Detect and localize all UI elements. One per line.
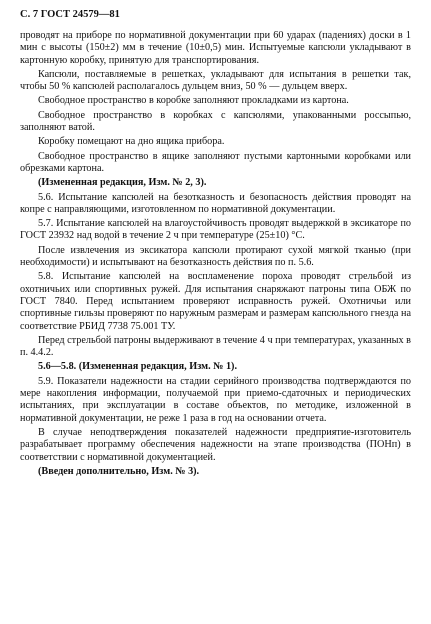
paragraph: 5.7. Испытание капсюлей на влагоустойчивость проводят выдержкой в эксикаторе по ГОСТ 23932 над водой в течение 2 ч при температуре (25±10) °С. <box>20 218 411 242</box>
paragraph: проводят на приборе по нормативной документации при 60 ударах (падениях) доски в 1 мин с высоты (150±2) мм в течение (10±0,5) мин. Испытуемые капсюли укладывают в картонную коробку, принятую для транспортирования. <box>20 30 411 66</box>
document-body <box>20 30 411 480</box>
paragraph: Свободное пространство в ящике заполняют пустыми картонными коробками или обрезками картона. <box>20 150 411 174</box>
paragraph: (Введен дополнительно, Изм. № 3). <box>38 465 200 477</box>
paragraph: После извлечения из эксикатора капсюли протирают сухой мягкой тканью (при необходимости) и испытывают на безотказность действия по п. 5.6. <box>20 244 411 269</box>
paragraph: Капсюли, поставляемые в решетках, укладывают для испытания в решетки так, чтобы 50 % капсюлей располагалось дульцем вниз, 50 % — дульцем вверх. <box>20 68 411 93</box>
paragraph: Свободное пространство в коробках с капсюлями, упакованными россыпью, заполняют ватой. <box>20 109 411 134</box>
paragraph: Свободное пространство в коробке заполняют прокладками из картона. <box>38 95 349 107</box>
paragraph: Перед стрельбой патроны выдерживают в течение 4 ч при температурах, указанных в п. 4.4.2. <box>20 334 411 359</box>
paragraph: 5.6. Испытание капсюлей на безотказность и безопасность действия проводят на копре с направляющими, изготовленном по нормативной документации. <box>20 191 411 215</box>
running-header: С. 7 ГОСТ 24579—81 <box>20 9 120 20</box>
paragraph: 5.9. Показатели надежности на стадии серийного производства подтверждаются по мере накопления информации, получаемой при приемо-сдаточных и периодических испытаниях, при эксплуатации в составе объектов, по методике, изложенной в нормативной документации, не реже 1 раза в год на основании отчета. <box>20 375 411 424</box>
paragraph: 5.8. Испытание капсюлей на воспламенение пороха проводят стрельбой из охотничьих или спортивных ружей. Для испытания снаряжают патроны типа ОБЖ по ГОСТ 7840. Перед испытанием проверяют исправность ружей. Охотничьи или спортивные гильзы проверяют по наружным размерам и размерам капсюльного гнезда на соответствие РБИД 7738 75.001 ТУ. <box>20 271 411 332</box>
paragraph: 5.6—5.8. (Измененная редакция, Изм. № 1). <box>38 361 237 373</box>
paragraph: Коробку помещают на дно ящика прибора. <box>38 136 225 148</box>
paragraph: (Измененная редакция, Изм. № 2, 3). <box>38 177 207 189</box>
paragraph: В случае неподтверждения показателей надежности предприятие-изготовитель разрабатывает программу обеспечения надежности на этапе производства (ПОНп) в соответствии с нормативной документацией. <box>20 426 411 463</box>
